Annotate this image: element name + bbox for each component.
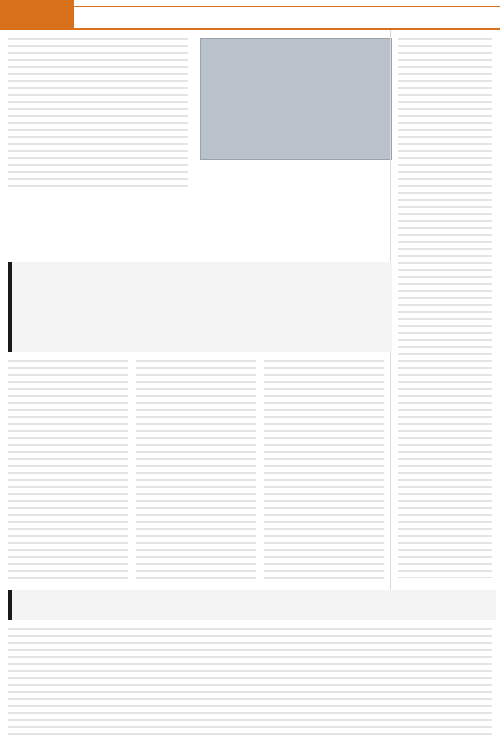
news-photo (200, 38, 392, 160)
bottom-article-text (8, 628, 492, 740)
body-text-column-3 (264, 360, 384, 580)
lead-text-column (8, 38, 188, 188)
main-headline-block (8, 262, 392, 352)
body-text-column-1 (8, 360, 128, 580)
second-headline-block (8, 590, 496, 620)
section-masthead-block (0, 0, 74, 28)
body-text-column-2 (136, 360, 256, 580)
section-masthead-rule (74, 6, 500, 7)
section-masthead (0, 0, 500, 30)
sidebar-text-column (398, 38, 492, 578)
